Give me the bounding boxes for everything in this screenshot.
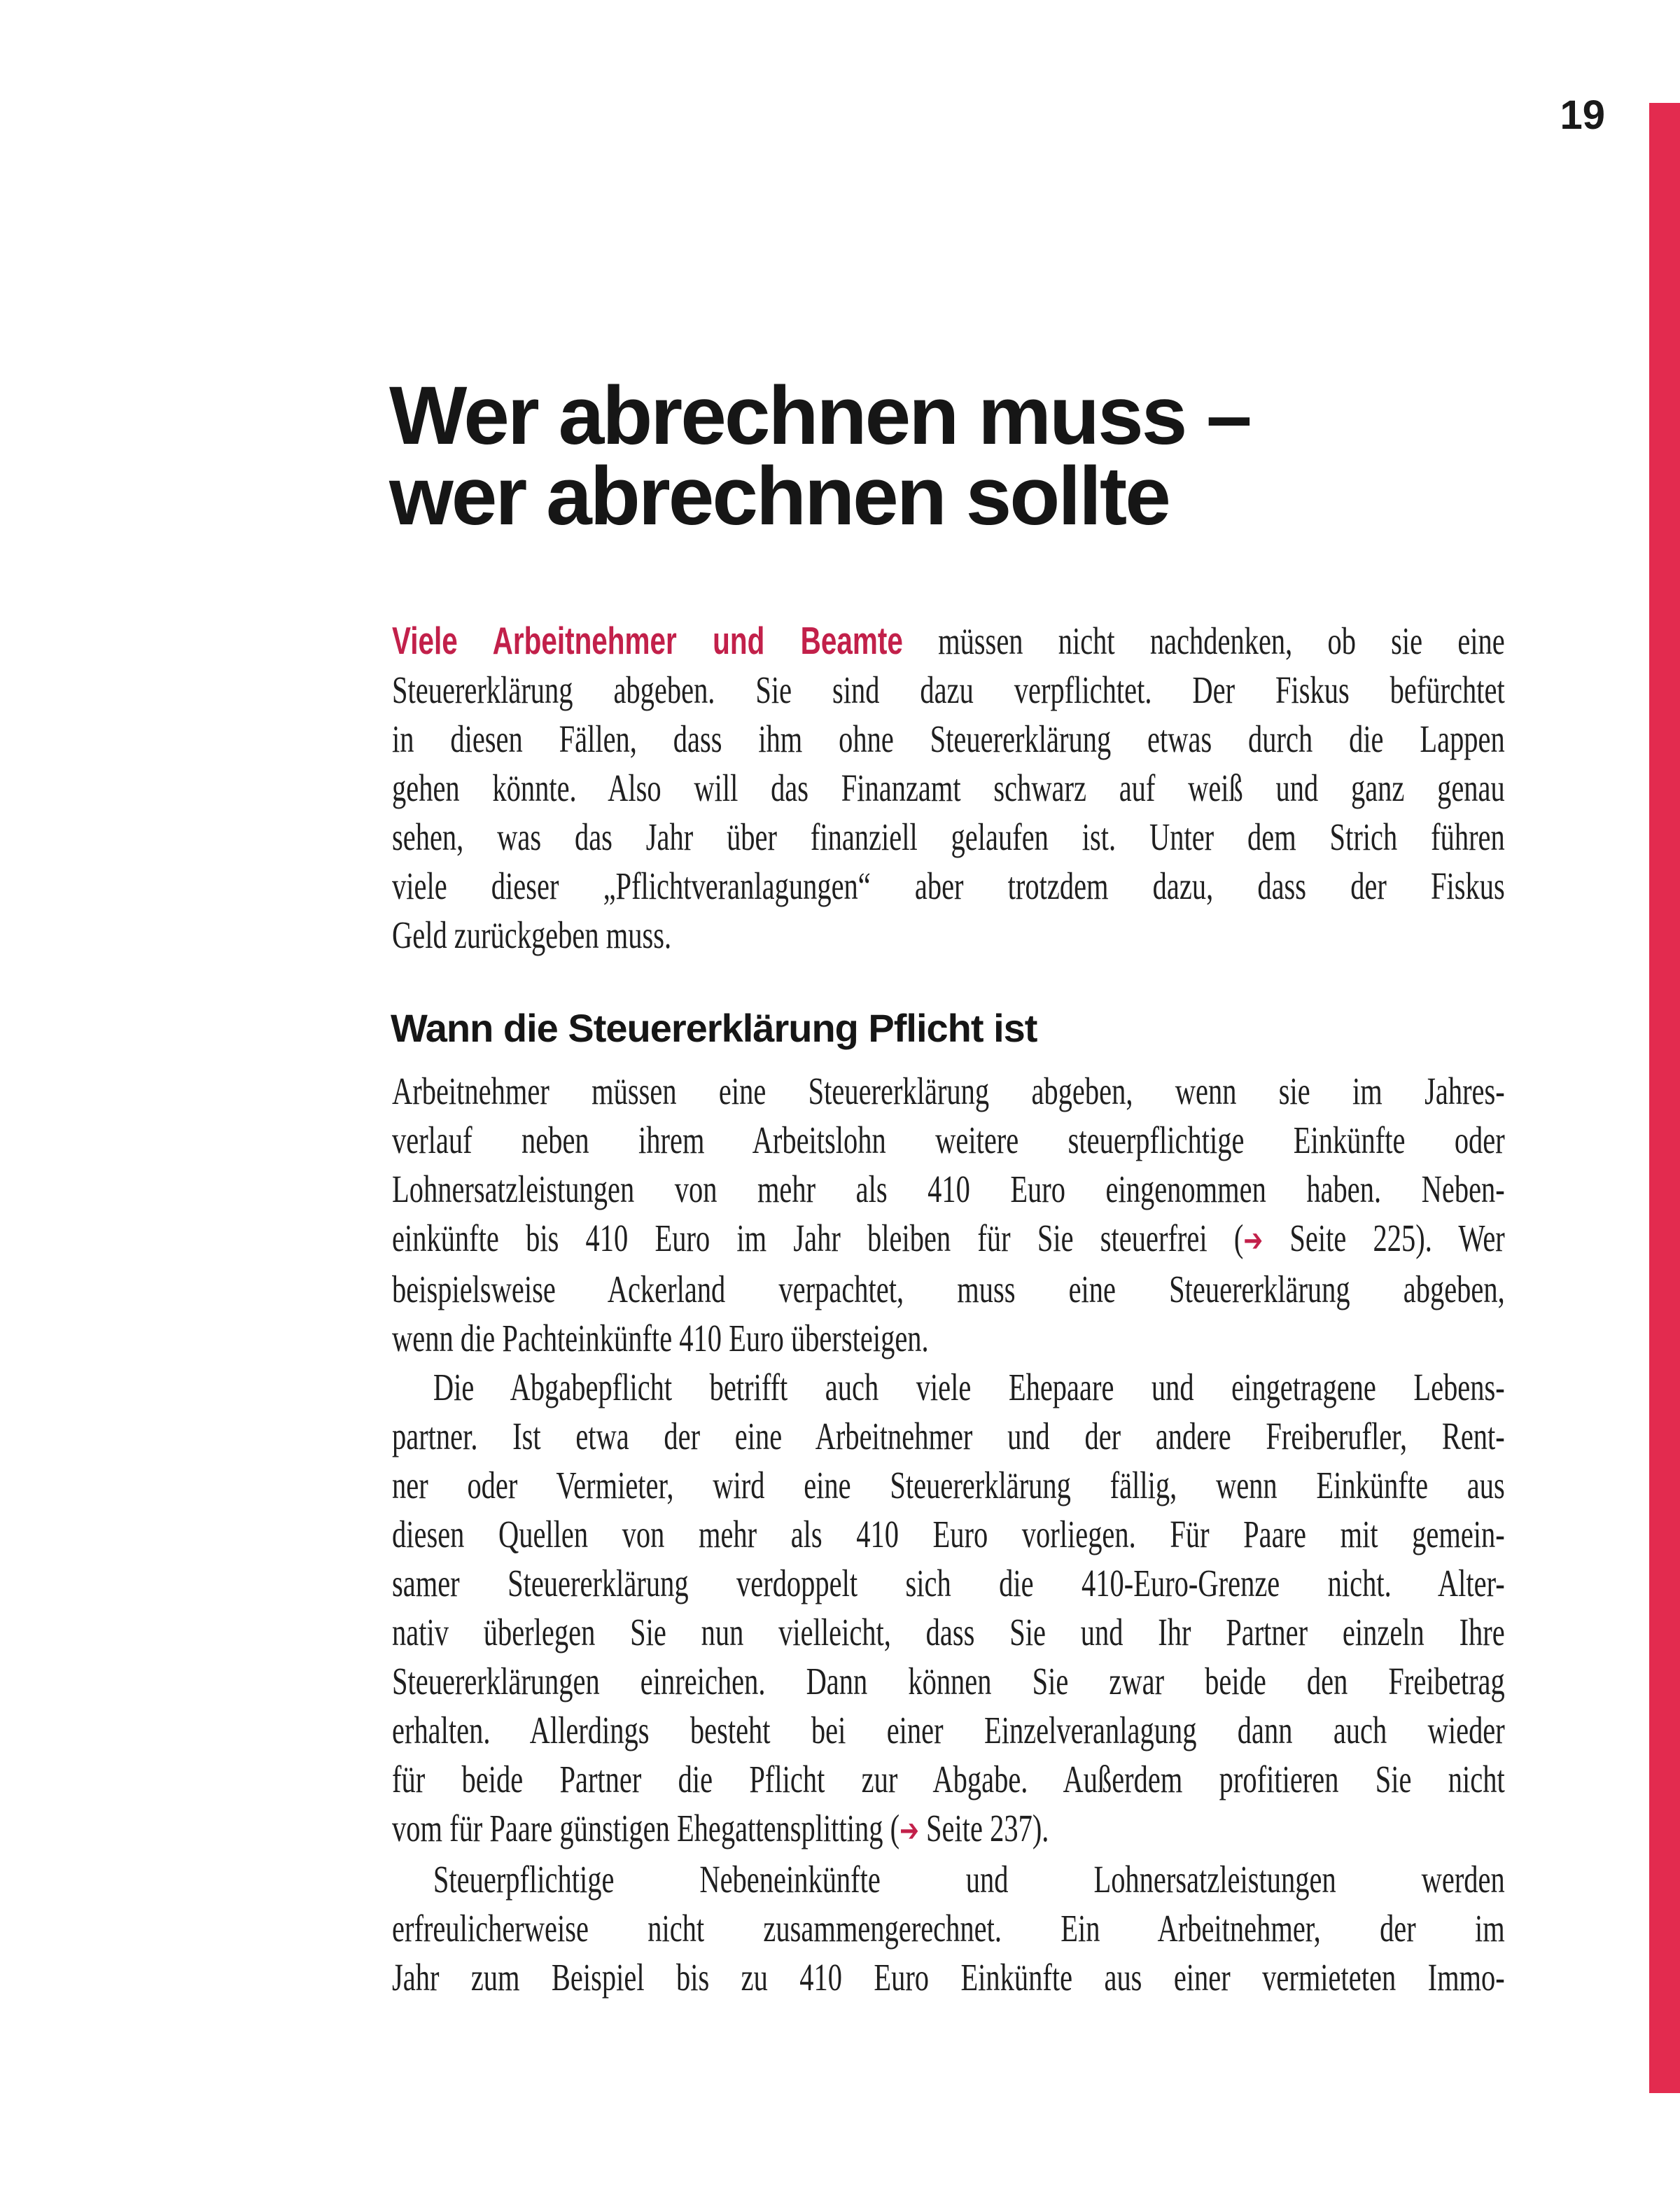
body-line: partner. Ist etwa der eine Arbeitnehmer und der andere Freiberufler, Rent-	[392, 1415, 1505, 1457]
body-line: ner oder Vermieter, wird eine Steuererklärung fällig, wenn Einkünfte aus	[392, 1464, 1505, 1506]
body-line-with-reference	[392, 1214, 1505, 1265]
body-line: Steuererklärungen einreichen. Dann können Sie zwar beide den Freibetrag	[392, 1660, 1505, 1702]
body-line-with-reference	[392, 1804, 1505, 1855]
lead-line: in diesen Fällen, dass ihm ohne Steuererklärung etwas durch die Lappen	[392, 718, 1505, 760]
reference-text-post: Seite 237).	[918, 1807, 1049, 1849]
accent-bar	[1649, 103, 1680, 2093]
body-line: Steuerpflichtige Nebeneinkünfte und Lohnersatzleistungen werden	[433, 1858, 1505, 1901]
lead-line	[392, 616, 1505, 666]
body-line: diesen Quellen von mehr als 410 Euro vorliegen. Für Paare mit gemein-	[392, 1513, 1505, 1555]
reference-text-pre: einkünfte bis 410 Euro im Jahr bleiben für Sie steuerfrei (	[392, 1217, 1244, 1259]
page-number: 19	[1560, 92, 1605, 138]
body-line: für beide Partner die Pflicht zur Abgabe. Außerdem profitieren Sie nicht	[392, 1758, 1505, 1800]
body-line: verlauf neben ihrem Arbeitslohn weitere steuerpflichtige Einkünfte oder	[392, 1119, 1505, 1161]
body-line: erhalten. Allerdings besteht bei einer Einzelveranlagung dann auch wieder	[392, 1709, 1505, 1751]
body-line: Arbeitnehmer müssen eine Steuererklärung abgeben, wenn sie im Jahres-	[392, 1070, 1505, 1112]
body-line: Lohnersatzleistungen von mehr als 410 Euro eingenommen haben. Neben-	[392, 1168, 1505, 1210]
lead-paragraph	[392, 616, 1505, 960]
body-line: Jahr zum Beispiel bis zu 410 Euro Einkünfte aus einer vermieteten Immo-	[392, 1956, 1505, 1999]
lead-line: Geld zurückgeben muss.	[392, 914, 672, 956]
lead-line: gehen könnte. Also will das Finanzamt schwarz auf weiß und ganz genau	[392, 767, 1505, 809]
page-title-line-2: wer abrechnen sollte	[389, 450, 1169, 543]
lead-line-rest: müssen nicht nachdenken, ob sie eine	[902, 620, 1505, 662]
page-title-line-1: Wer abrechnen muss –	[389, 370, 1250, 462]
page-ref-arrow-icon: ➔	[1243, 1222, 1264, 1259]
reference-text-post: Seite 225). Wer	[1263, 1217, 1505, 1259]
page-ref-arrow-icon: ➔	[899, 1812, 919, 1849]
body-line: Die Abgabepflicht betrifft auch viele Ehepaare und eingetragene Lebens-	[433, 1366, 1505, 1408]
body-text	[392, 1067, 1505, 2002]
lead-line: viele dieser „Pflichtveranlagungen“ aber trotzdem dazu, dass der Fiskus	[392, 865, 1505, 907]
reference-text-pre: vom für Paare günstigen Ehegattensplitting (	[392, 1807, 900, 1849]
body-line: samer Steuererklärung verdoppelt sich die 410-Euro-Grenze nicht. Alter-	[392, 1562, 1505, 1604]
body-line: wenn die Pachteinkünfte 410 Euro übersteigen.	[392, 1317, 929, 1359]
lead-line: sehen, was das Jahr über finanziell gelaufen ist. Unter dem Strich führen	[392, 816, 1505, 858]
body-line: beispielsweise Ackerland verpachtet, muss eine Steuererklärung abgeben,	[392, 1268, 1505, 1310]
body-line: erfreulicherweise nicht zusammengerechnet. Ein Arbeitnehmer, der im	[392, 1907, 1505, 1950]
page-title	[389, 370, 1250, 543]
body-line: nativ überlegen Sie nun vielleicht, dass Sie und Ihr Partner einzeln Ihre	[392, 1611, 1505, 1653]
lead-line: Steuererklärung abgeben. Sie sind dazu verpflichtet. Der Fiskus befürchtet	[392, 669, 1505, 711]
section-heading: Wann die Steuererklärung Pflicht ist	[391, 1006, 1037, 1050]
lead-bold-intro: Viele Arbeitnehmer und Beamte	[392, 619, 903, 662]
